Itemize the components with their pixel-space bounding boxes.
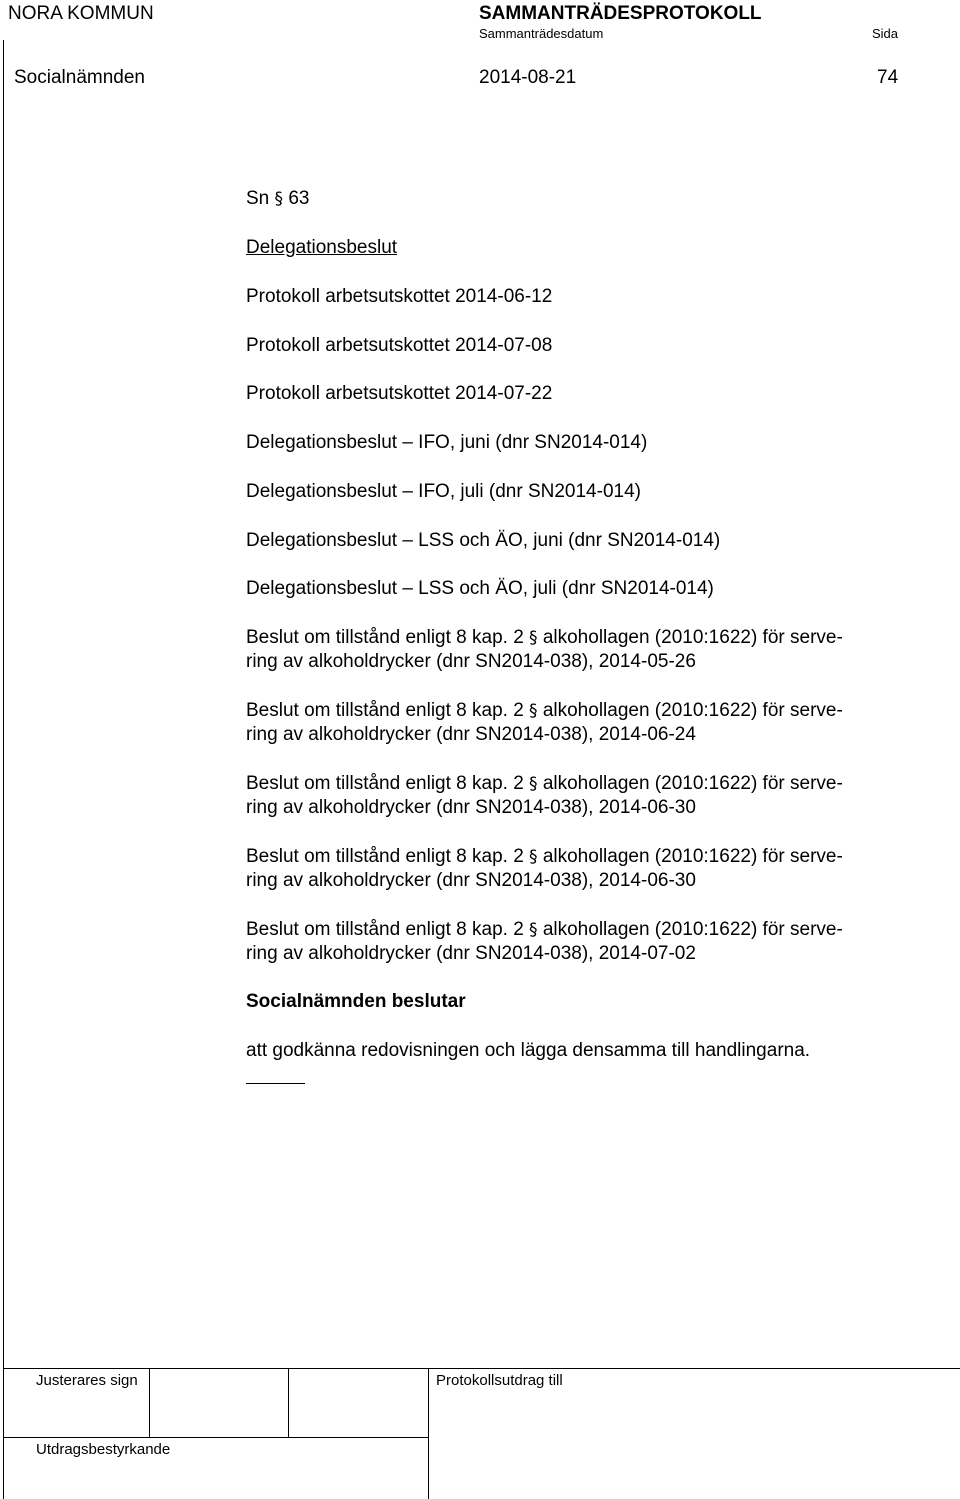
license-decision bbox=[246, 845, 843, 893]
certifying-label: Utdragsbestyrkande bbox=[36, 1441, 171, 1458]
section-sign-icon: § bbox=[529, 774, 538, 794]
decision-text: alkohollagen (2010:1622) för serve- bbox=[542, 773, 843, 794]
decision-heading: Socialnämnden beslutar bbox=[246, 991, 466, 1012]
committee-name: Socialnämnden bbox=[14, 67, 145, 88]
list-item: Delegationsbeslut – LSS och ÄO, juli (dnr SN2014-014) bbox=[246, 578, 714, 599]
adjuster-sign-label: Justerares sign bbox=[36, 1372, 138, 1389]
decision-text: ring av alkoholdrycker (dnr SN2014-038), 2014-06-30 bbox=[246, 870, 696, 891]
footer-divider bbox=[149, 1368, 150, 1437]
page-number: 74 bbox=[877, 67, 899, 88]
decision-text: alkohollagen (2010:1622) för serve- bbox=[542, 700, 843, 721]
left-margin-line bbox=[3, 40, 4, 1499]
list-item: Protokoll arbetsutskottet 2014-06-12 bbox=[246, 286, 553, 307]
license-decision bbox=[246, 626, 843, 674]
extract-to-label: Protokollsutdrag till bbox=[436, 1372, 563, 1389]
decision-text: alkohollagen (2010:1622) för serve- bbox=[542, 919, 843, 940]
list-item: Delegationsbeslut – IFO, juli (dnr SN2014-014) bbox=[246, 481, 641, 502]
decision-text: Beslut om tillstånd enligt 8 kap. 2 bbox=[246, 919, 524, 940]
footer-divider bbox=[288, 1368, 289, 1437]
document-type: SAMMANTRÄDESPROTOKOLL bbox=[479, 3, 762, 24]
footer-divider bbox=[428, 1368, 429, 1499]
section-sign-icon: § bbox=[529, 628, 538, 648]
decision-text: Beslut om tillstånd enligt 8 kap. 2 bbox=[246, 846, 524, 867]
section-sign-icon: § bbox=[274, 189, 284, 209]
footer-middle-line bbox=[3, 1437, 429, 1438]
list-item: Delegationsbeslut – IFO, juni (dnr SN2014-014) bbox=[246, 432, 648, 453]
decision-text: Beslut om tillstånd enligt 8 kap. 2 bbox=[246, 773, 524, 794]
footer-top-line bbox=[3, 1368, 960, 1369]
section-sign-icon: § bbox=[529, 920, 538, 940]
license-decision bbox=[246, 918, 843, 966]
list-item: Protokoll arbetsutskottet 2014-07-22 bbox=[246, 383, 553, 404]
decision-text: ring av alkoholdrycker (dnr SN2014-038), 2014-05-26 bbox=[246, 651, 696, 672]
decision-text: att godkänna redovisningen och lägga densamma till handlingarna. bbox=[246, 1040, 811, 1061]
decision-text: alkohollagen (2010:1622) för serve- bbox=[542, 846, 843, 867]
meeting-date-label: Sammanträdesdatum bbox=[479, 26, 604, 41]
section-sign-icon: § bbox=[529, 701, 538, 721]
org-name: NORA KOMMUN bbox=[8, 3, 154, 24]
decision-text: Beslut om tillstånd enligt 8 kap. 2 bbox=[246, 700, 524, 721]
license-decision bbox=[246, 699, 843, 747]
section-heading bbox=[246, 187, 309, 211]
meeting-date: 2014-08-21 bbox=[479, 67, 577, 88]
decision-text: ring av alkoholdrycker (dnr SN2014-038), 2014-06-24 bbox=[246, 724, 696, 745]
decision-text: alkohollagen (2010:1622) för serve- bbox=[542, 627, 843, 648]
section-paragraph: 63 bbox=[288, 188, 310, 209]
section-sign-icon: § bbox=[529, 847, 538, 867]
list-item: Protokoll arbetsutskottet 2014-07-08 bbox=[246, 335, 553, 356]
section-title: Delegationsbeslut bbox=[246, 237, 398, 258]
decision-text: ring av alkoholdrycker (dnr SN2014-038), 2014-06-30 bbox=[246, 797, 696, 818]
section-prefix: Sn bbox=[246, 188, 270, 209]
decision-text: ring av alkoholdrycker (dnr SN2014-038), 2014-07-02 bbox=[246, 943, 696, 964]
decision-text: Beslut om tillstånd enligt 8 kap. 2 bbox=[246, 627, 524, 648]
page-label: Sida bbox=[872, 26, 899, 41]
list-item: Delegationsbeslut – LSS och ÄO, juni (dnr SN2014-014) bbox=[246, 530, 721, 551]
end-rule bbox=[246, 1083, 305, 1084]
license-decision bbox=[246, 772, 843, 820]
